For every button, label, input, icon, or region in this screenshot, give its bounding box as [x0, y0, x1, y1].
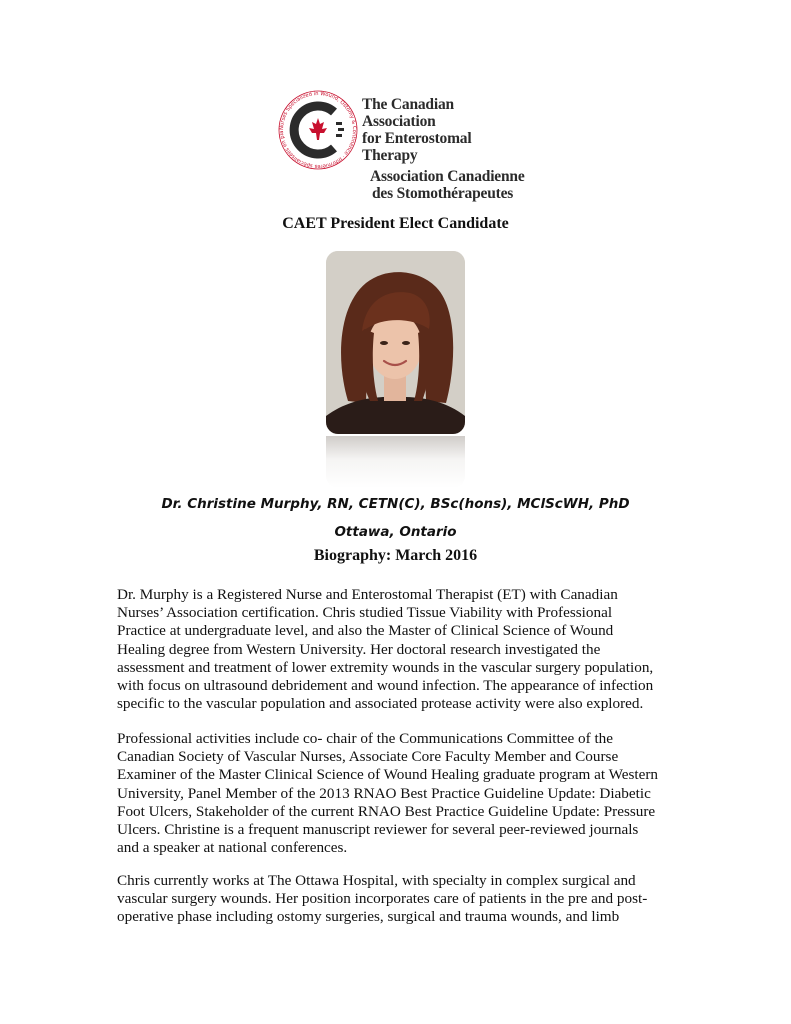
biography-heading: Biography: March 2016 [313, 547, 478, 564]
paragraph-line: Healing degree from Western University. Her doctoral research investigated the [117, 640, 601, 658]
candidate-location: Ottawa, Ontario [334, 524, 457, 540]
paragraph-line: Professional activities include co- chair of the Communications Committee of the [117, 730, 614, 747]
paragraph-line: Foot Ulcers, Stakeholder of the current RNAO Best Practice Guideline Update: Pressure [117, 802, 656, 820]
caet-logo [276, 88, 526, 202]
logo-english-line1: The Canadian Association [362, 96, 454, 130]
logo-wordmark [362, 96, 526, 202]
paragraph-line: operative phase including ostomy surgeries, surgical and trauma wounds, and limb [117, 908, 620, 926]
logo-ring-text: Nurses Specialized in Wound, Ostomy & Continence · Infirmières spécialisées en pla [278, 90, 358, 170]
paragraph-line: assessment and treatment of lower extremity wounds in the vascular surgery population, [117, 658, 654, 676]
paragraph-line: University, Panel Member of the 2013 RNAO Best Practice Guideline Update: Diabetic [117, 784, 651, 802]
paragraph-line: with focus on ultrasound debridement and wound infection. The appearance of infection [117, 677, 654, 695]
paragraph-line: vascular surgery wounds. Her position incorporates care of patients in the pre and post- [117, 890, 648, 908]
paragraph-line: Nurses’ Association certification. Chris studied Tissue Viability with Professional [117, 604, 613, 622]
candidate-photo [326, 251, 465, 434]
paragraph-line: and a speaker at national conferences. [117, 839, 348, 857]
paragraph-line: Canadian Society of Vascular Nurses, Associate Core Faculty Member and Course [117, 748, 619, 766]
paragraph-line: Ulcers. Christine is a frequent manuscript reviewer for several peer-reviewed journals [117, 821, 639, 839]
paragraph-line: Chris currently works at The Ottawa Hospital, with specialty in complex surgical and [117, 872, 636, 889]
paragraph-line: Examiner of the Master Clinical Science of Wound Healing graduate program at Western [117, 766, 659, 784]
candidate-name: Dr. Christine Murphy, RN, CETN(C), BSc(hons), MClScWH, PhD [161, 496, 630, 512]
photo-reflection [326, 436, 465, 488]
paragraph-line: specific to the vascular population and associated protease activity were also explored. [117, 695, 644, 713]
logo-english-line2: for Enterostomal Therapy [362, 130, 472, 164]
page-title: CAET President Elect Candidate [282, 215, 509, 232]
caet-emblem-icon [276, 88, 360, 172]
biography-paragraph-2 [117, 730, 677, 857]
portrait-image [326, 251, 465, 434]
paragraph-line: Practice at undergraduate level, and also the Master of Clinical Science of Wound [117, 622, 614, 640]
paragraph-line: Dr. Murphy is a Registered Nurse and Enterostomal Therapist (ET) with Canadian [117, 586, 618, 603]
biography-paragraph-3 [117, 872, 677, 927]
logo-french-line2: des Stomothérapeutes [372, 185, 514, 202]
biography-paragraph-1 [117, 586, 677, 713]
logo-french-line1: Association Canadienne [370, 168, 525, 185]
